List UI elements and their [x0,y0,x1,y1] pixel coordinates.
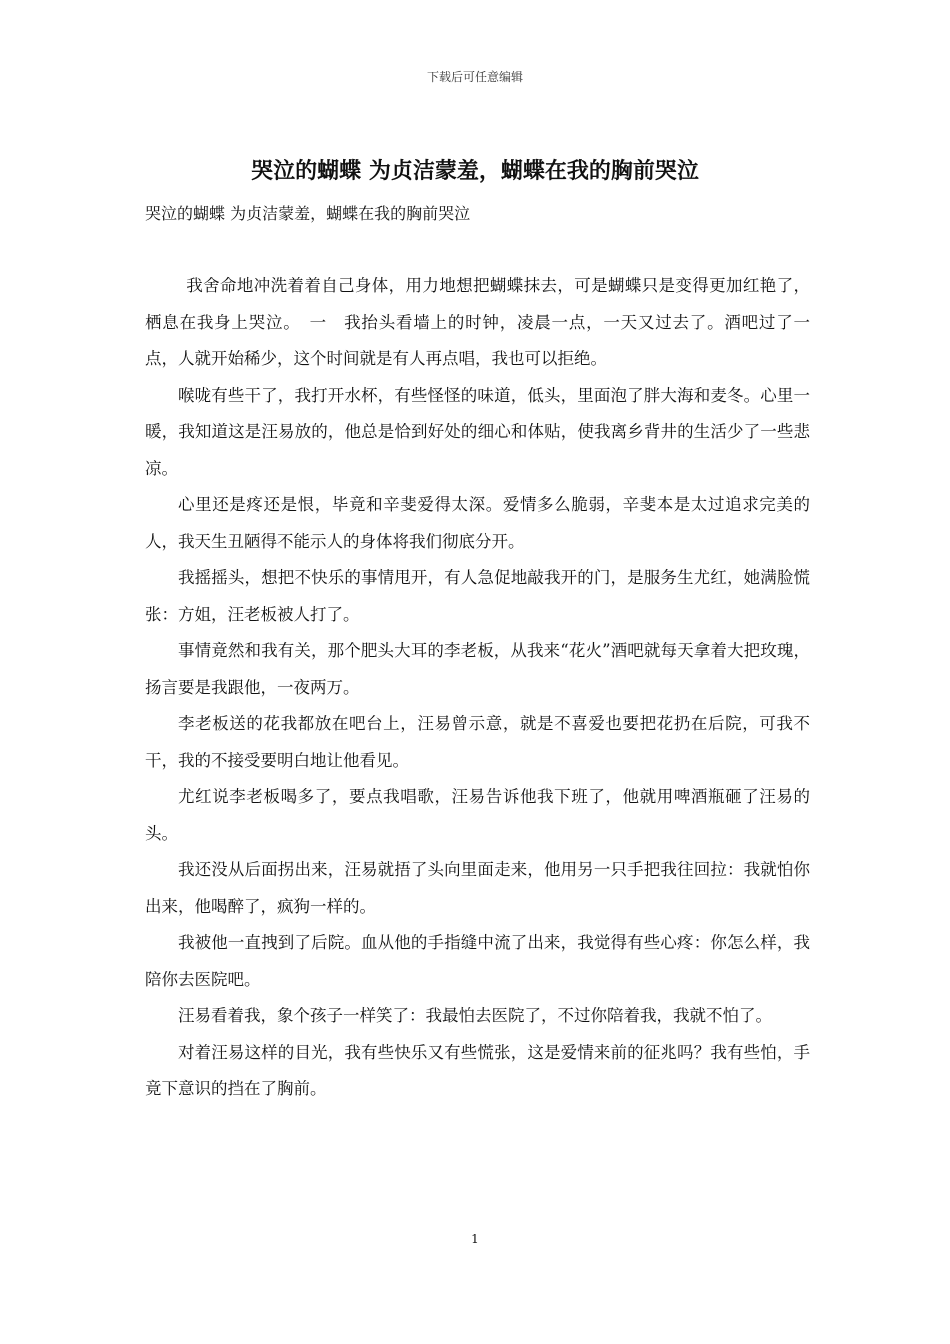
paragraph: 我摇摇头，想把不快乐的事情甩开，有人急促地敲我开的门，是服务生尤红，她满脸慌张：方姐，汪老板被人打了。 [145,568,810,624]
paragraph: 喉咙有些干了，我打开水杯，有些怪怪的味道，低头，里面泡了胖大海和麦冬。心里一暖，我知道这是汪易放的，他总是恰到好处的细心和体贴，使我离乡背井的生活少了一些悲凉。 [145,385,810,478]
paragraph: 尤红说李老板喝多了，要点我唱歌，汪易告诉他我下班了，他就用啤酒瓶砸了汪易的头。 [145,787,810,843]
document-body [145,268,810,1108]
paragraph: 我被他一直拽到了后院。血从他的手指缝中流了出来，我觉得有些心疼：你怎么样，我陪你去医院吧。 [145,933,810,989]
paragraph: 心里还是疼还是恨，毕竟和辛斐爱得太深。爱情多么脆弱，辛斐本是太过追求完美的人，我天生丑陋得不能示人的身体将我们彻底分开。 [145,495,810,551]
document-title: 哭泣的蝴蝶 为贞洁蒙羞，蝴蝶在我的胸前哭泣 [251,158,699,184]
paragraph: 汪易看着我，象个孩子一样笑了：我最怕去医院了，不过你陪着我，我就不怕了。 [178,1006,772,1025]
paragraph: 李老板送的花我都放在吧台上，汪易曾示意，就是不喜爱也要把花扔在后院，可我不干，我的不接受要明白地让他看见。 [145,714,810,770]
paragraph: 事情竟然和我有关，那个肥头大耳的李老板，从我来“花火”酒吧就每天拿着大把玫瑰，扬言要是我跟他，一夜两万。 [145,641,810,697]
paragraph: 我还没从后面拐出来，汪易就捂了头向里面走来，他用另一只手把我往回拉：我就怕你出来，他喝醉了，疯狗一样的。 [145,860,810,916]
page-header: 下载后可任意编辑 [426,70,523,84]
page-number: 1 [471,1232,479,1246]
document-subtitle: 哭泣的蝴蝶 为贞洁蒙羞，蝴蝶在我的胸前哭泣 [145,204,471,223]
paragraph: 我舍命地冲洗着着自己身体，用力地想把蝴蝶抹去，可是蝴蝶只是变得更加红艳了，栖息在我身上哭泣。 一 我抬头看墙上的时钟，凌晨一点，一天又过去了。酒吧过了一点，人就开始稀少，这个时间就是有人再点唱，我也可以拒绝。 [145,276,810,368]
paragraph: 对着汪易这样的目光，我有些快乐又有些慌张，这是爱情来前的征兆吗？我有些怕，手竟下意识的挡在了胸前。 [145,1042,810,1098]
